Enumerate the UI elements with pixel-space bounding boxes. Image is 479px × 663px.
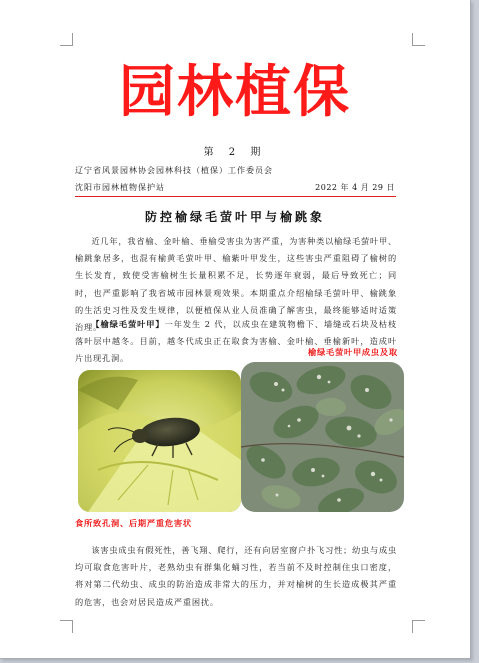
beetle-on-leaf-photo	[78, 370, 241, 512]
leaf-damage-photo	[241, 362, 404, 512]
crop-mark-top-right	[412, 33, 425, 46]
section-body: 一年发生 2 代，以成虫在建筑物檐下、墙缝或石块及枯枝落叶层中越冬。目前，越冬代成虫正在取食为害榆、金叶榆、垂榆新叶，造成叶片出现孔洞。	[75, 319, 398, 364]
article-headline: 防控榆绿毛萤叶甲与榆跳象	[144, 210, 325, 224]
header-divider	[75, 196, 396, 197]
newsletter-title: 园林植保	[119, 60, 351, 125]
publisher-org: 辽宁省风景园林协会园林科技（植保）工作委员会	[75, 166, 273, 175]
issue-number: 第 2 期	[203, 147, 267, 158]
publish-date: 2022 年 4 月 29 日	[315, 183, 395, 192]
article-paragraph-intro: 近几年，我省榆、金叶榆、垂榆受害虫为害严重，为害种类以榆绿毛萤叶甲、榆跳象居多，也混有榆黄毛萤叶甲、榆紫叶甲发生，这些害虫严重阻碍了榆树的生长发育，致使受害榆树生长量积累不足，长势逐年衰弱，最后导致死亡；同时，也严重影响了我省城市园林景观效果。本期重点介绍榆绿毛萤叶甲、榆跳象的生活史习性及发生规律，以便植保从业人员准确了解害虫，最终能够适时适策治理。	[75, 236, 397, 333]
crop-mark-top-left	[60, 33, 73, 46]
photo-caption-bottom: 食所致孔洞、后期严重危害状	[75, 518, 192, 528]
publisher-station: 沈阳市园林植物保护站	[75, 183, 165, 192]
publisher-line-2	[75, 182, 395, 193]
article-paragraph-habits: 该害虫成虫有假死性，善飞翔、爬行，还有向居室窗户扑飞习性；幼虫与成虫均可取食危害叶片，老熟幼虫有群集化蛹习性，若当前不及时控制住虫口密度，将对第二代幼虫、成虫的防治造成非常大的压力，并对榆树的生长造成极其严重的危害，也会对居民造成严重困扰。	[75, 545, 397, 607]
photo-caption-top: 榆绿毛萤叶甲成虫及取	[308, 347, 398, 357]
crop-mark-bottom-left	[60, 620, 73, 633]
article-paragraph-beetle	[75, 316, 397, 368]
crop-mark-bottom-right	[412, 620, 425, 633]
section-lead: 【榆绿毛萤叶甲】	[91, 319, 165, 329]
publisher-line	[75, 165, 395, 176]
